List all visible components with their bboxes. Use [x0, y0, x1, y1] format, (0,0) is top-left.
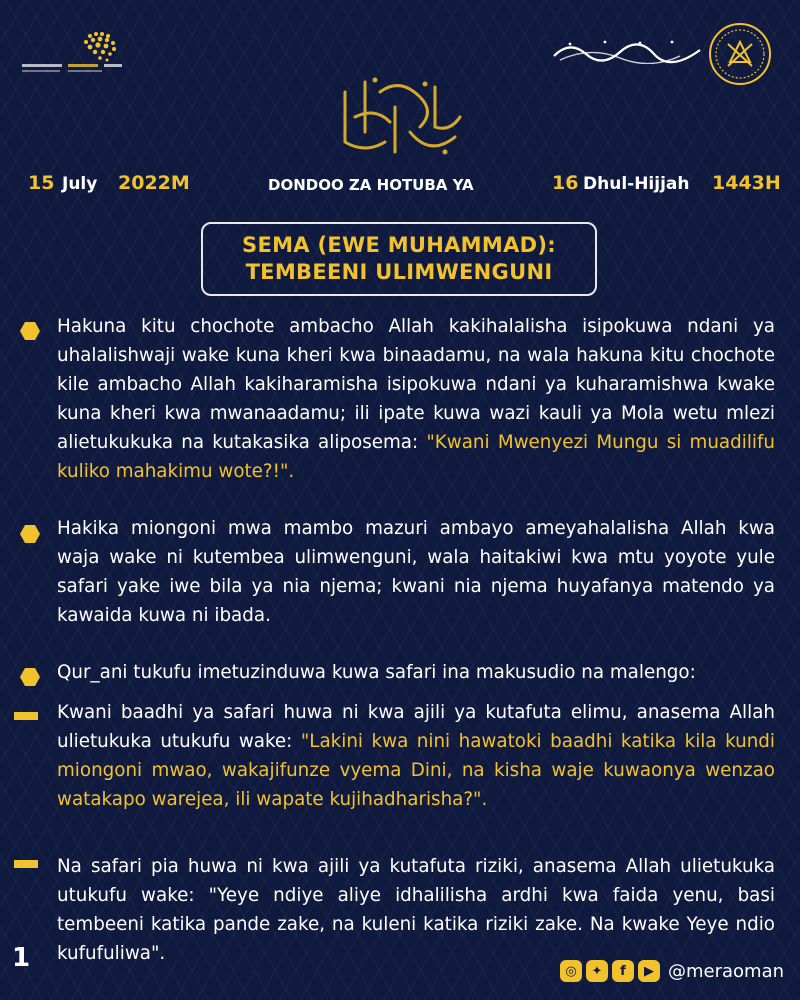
title-line-1: SEMA (EWE MUHAMMAD): [242, 233, 556, 257]
paragraph-5-text: Na safari pia huwa ni kwa ajili ya kutafuta riziki, anasema Allah ulietukuka utukufu wake: "Yeye ndiye aliye idhalilisha ardhi kwa faida yenu, basi tembeeni katika pande zake, na kuleni katika riziki zake. Na kwake Yeye ndio kufufuliwa". [57, 856, 775, 964]
hexagon-bullet-icon [20, 525, 40, 543]
instagram-icon[interactable]: ◎ [560, 960, 582, 982]
ministry-seal-icon [708, 22, 772, 86]
youtube-icon[interactable]: ▶ [638, 960, 660, 982]
paragraph-2-text: Hakika miongoni mwa mambo mazuri ambayo ameyahalalisha Allah kwa waja wake ni kutembea ulimwenguni, wala haitakiwi kwa mtu yoyote yule safari yake iwe bila ya nia njema; kwani nia njema huyafanya matendo ya kawaida kuwa ni ibada. [57, 518, 775, 626]
dash-bullet-icon [14, 860, 38, 868]
gregorian-year: 2022M [118, 172, 190, 194]
paragraph-5 [57, 852, 775, 968]
hijri-day: 16 [552, 172, 579, 194]
hijri-year: 1443H [712, 172, 781, 194]
friday-sermon-calligraphy [325, 72, 475, 162]
dash-bullet-icon [14, 712, 38, 720]
paragraph-4-quote: "Lakini kwa nini hawatoki baadhi katika kila kundi miongoni mwao, wakajifunze vyema Dini, na kisha waje kuwaonya wenzao watakapo warejea, ili wapate kujihadharisha?". [57, 731, 775, 810]
social-handle[interactable]: @meraoman [668, 960, 785, 982]
title-box [201, 222, 597, 296]
title-line-2: TEMBEENI ULIMWENGUNI [245, 260, 553, 284]
subtitle: DONDOO ZA HOTUBA YA [268, 176, 474, 194]
paragraph-1 [57, 312, 775, 486]
oman-vision-logo [20, 22, 140, 82]
paragraph-4 [57, 698, 775, 814]
paragraph-3-text: Qur_ani tukufu imetuzinduwa kuwa safari ina makusudio na malengo: [57, 662, 696, 683]
social-bar [560, 958, 784, 984]
twitter-icon[interactable]: ✦ [586, 960, 608, 982]
paragraph-4-text: Kwani baadhi ya safari huwa ni kwa ajili ya kutafuta elimu, anasema Allah ulietukuka utukufu wake: [57, 702, 775, 752]
ministry-name-logo [550, 36, 705, 64]
paragraph-1-quote: "Kwani Mwenyezi Mungu si muadilifu kuliko mahakimu wote?!". [57, 432, 776, 482]
page-number: 1 [12, 943, 31, 973]
hexagon-bullet-icon [20, 322, 40, 340]
gregorian-day: 15 [28, 172, 55, 194]
date-row [0, 172, 800, 202]
gregorian-month: July [62, 174, 98, 194]
facebook-icon[interactable]: f [612, 960, 634, 982]
paragraph-3 [57, 658, 775, 687]
paragraph-1-text: Hakuna kitu chochote ambacho Allah kakihalalisha isipokuwa ndani ya uhalalishwaji wake kuna kheri kwa binaadamu, na wala hakuna kitu chochote kile ambacho Allah kakiharamisha isipokuwa ndani ya kuharamishwa kwake kuna kheri kwa mwanaadamu; ili ipate kuwa wazi kauli ya Mola wetu mlezi alietukukuka na kutakasika aliposema: [57, 316, 775, 453]
hexagon-bullet-icon [20, 668, 40, 686]
paragraph-2 [57, 514, 775, 630]
hijri-month: Dhul-Hijjah [583, 174, 690, 194]
